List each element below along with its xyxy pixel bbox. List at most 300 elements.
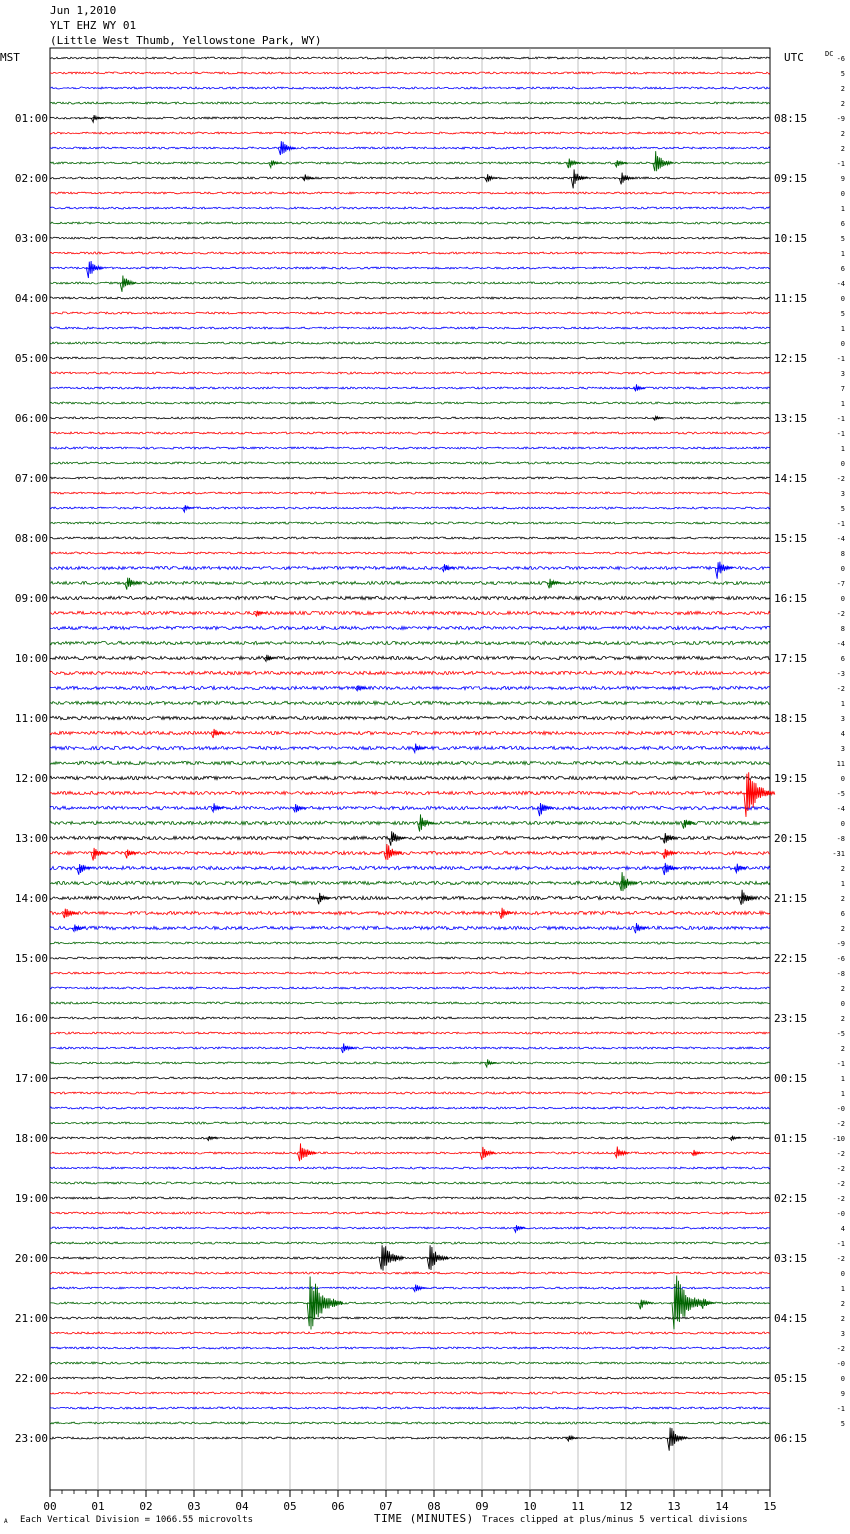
utc-hour-label: 11:15	[774, 292, 808, 305]
trace-line	[50, 1302, 770, 1304]
trace-line	[50, 701, 770, 704]
trace-line	[50, 522, 770, 524]
trace-line	[50, 731, 770, 734]
mst-hour-label: 05:00	[14, 352, 48, 365]
trace-line	[50, 357, 770, 359]
dc-offset: -7	[836, 580, 845, 588]
event-burst	[614, 1147, 629, 1158]
scale-note: Each Vertical Division = 1066.55 microvolts	[20, 1515, 253, 1525]
dc-offset: 3	[840, 1330, 845, 1338]
event-burst	[302, 175, 314, 181]
event-burst	[442, 564, 455, 571]
utc-hour-label: 04:15	[774, 1312, 808, 1325]
event-burst	[427, 1245, 448, 1270]
utc-hour-label: 03:15	[774, 1252, 808, 1265]
trace-line	[50, 1347, 770, 1349]
utc-hour-label: 19:15	[774, 772, 808, 785]
dc-offset: 2	[840, 985, 845, 993]
trace-line	[50, 1107, 770, 1109]
dc-offset: 2	[840, 1015, 845, 1023]
event-burst	[480, 1147, 496, 1160]
utc-hour-label: 05:15	[774, 1372, 808, 1385]
event-burst	[634, 384, 646, 391]
clip-note: Traces clipped at plus/minus 5 vertical divisions	[482, 1515, 748, 1525]
trace-line	[50, 372, 770, 374]
dc-offset: -2	[836, 1150, 845, 1158]
utc-hour-label: 15:15	[774, 532, 808, 545]
dc-offset: 1	[840, 700, 845, 708]
dc-offset: 2	[840, 1315, 845, 1323]
trace-line	[50, 596, 770, 599]
trace-line	[50, 911, 770, 914]
x-tick-label: 06	[331, 1500, 345, 1513]
event-burst	[672, 1276, 707, 1330]
x-tick-label: 09	[475, 1500, 489, 1513]
utc-hour-label: 00:15	[774, 1072, 808, 1085]
trace-line	[50, 1422, 770, 1424]
trace-line	[50, 192, 770, 194]
trace-line	[50, 1272, 770, 1274]
trace-line	[50, 1002, 770, 1004]
dc-offset: -9	[836, 940, 845, 948]
dc-offset: -4	[836, 535, 845, 543]
dc-offset: -0	[836, 1105, 845, 1113]
utc-hour-label: 21:15	[774, 892, 808, 905]
mst-hour-label: 19:00	[14, 1192, 48, 1205]
event-burst	[715, 562, 732, 579]
dc-offset: 0	[840, 295, 845, 303]
trace-line	[50, 477, 770, 479]
dc-offset: -8	[836, 970, 845, 978]
utc-hour-label: 16:15	[774, 592, 808, 605]
trace-line	[50, 776, 770, 779]
dc-offset: -10	[832, 1135, 845, 1143]
trace-line	[50, 1182, 770, 1184]
header-date: Jun 1,2010	[50, 4, 117, 17]
trace-line	[50, 611, 770, 614]
utc-hour-label: 18:15	[774, 712, 808, 725]
dc-offset: 5	[840, 505, 845, 513]
trace-line	[50, 1062, 770, 1064]
dc-offset: 0	[840, 565, 845, 573]
trace-line	[50, 791, 770, 794]
dc-offset: -5	[836, 1030, 845, 1038]
trace-line	[50, 987, 770, 989]
event-burst	[413, 744, 426, 753]
event-burst	[667, 1428, 687, 1451]
x-tick-label: 13	[667, 1500, 681, 1513]
utc-hour-label: 23:15	[774, 1012, 808, 1025]
dc-offset-labels	[832, 55, 845, 1428]
trace-line	[50, 641, 770, 644]
dc-offset: 2	[840, 130, 845, 138]
event-burst	[499, 908, 513, 919]
dc-offset: 1	[840, 325, 845, 333]
dc-offset: -1	[836, 520, 845, 528]
trace-line	[50, 327, 770, 329]
event-burst	[211, 729, 224, 738]
event-burst	[514, 1225, 526, 1232]
trace-line	[50, 102, 770, 104]
utc-hour-labels	[774, 112, 807, 1445]
trace-line	[50, 761, 770, 764]
dc-offset: -2	[836, 1195, 845, 1203]
utc-hour-label: 13:15	[774, 412, 808, 425]
utc-hour-label: 22:15	[774, 952, 808, 965]
trace-line	[50, 507, 770, 509]
trace-line	[50, 866, 770, 869]
dc-offset: 0	[840, 340, 845, 348]
trace-line	[50, 1257, 770, 1259]
trace-line	[50, 1167, 770, 1169]
corner-mark: A	[4, 1518, 8, 1525]
header-location: (Little West Thumb, Yellowstone Park, WY)	[50, 34, 322, 47]
dc-offset: 6	[840, 220, 845, 228]
dc-offset: 5	[840, 70, 845, 78]
dc-offset: 4	[840, 730, 845, 738]
left-timezone-label: MST	[0, 51, 20, 64]
right-timezone-label: UTC	[784, 51, 804, 64]
dc-offset: -1	[836, 1240, 845, 1248]
trace-line	[50, 972, 770, 974]
dc-offset: 6	[840, 265, 845, 273]
mst-hour-labels	[15, 112, 48, 1445]
mst-hour-label: 13:00	[14, 832, 48, 845]
dc-offset: 0	[840, 820, 845, 828]
dc-offset: 0	[840, 1375, 845, 1383]
mst-hour-label: 12:00	[14, 772, 48, 785]
utc-hour-label: 02:15	[774, 1192, 808, 1205]
event-burst	[614, 160, 627, 167]
event-burst	[269, 161, 282, 168]
mst-hour-label: 08:00	[14, 532, 48, 545]
trace-line	[50, 402, 770, 404]
trace-line	[50, 821, 770, 824]
trace-line	[50, 432, 770, 434]
mst-hour-label: 18:00	[14, 1132, 48, 1145]
dc-offset: -9	[836, 115, 845, 123]
x-axis-ticks	[43, 1490, 776, 1513]
dc-offset: -1	[836, 1405, 845, 1413]
mst-hour-label: 04:00	[14, 292, 48, 305]
trace-line	[50, 896, 770, 899]
dc-offset: 6	[840, 910, 845, 918]
event-burst	[662, 849, 677, 859]
mst-hour-label: 09:00	[14, 592, 48, 605]
event-burst	[619, 173, 634, 185]
dc-offset: 0	[840, 460, 845, 468]
event-burst	[739, 890, 756, 905]
seismogram-traces	[50, 57, 770, 1439]
dc-offset: -2	[836, 1180, 845, 1188]
trace-line	[50, 87, 770, 89]
trace-line	[50, 282, 770, 284]
dc-offset: 5	[840, 1420, 845, 1428]
event-burst	[662, 833, 677, 843]
mst-hour-label: 11:00	[14, 712, 48, 725]
trace-line	[50, 626, 770, 629]
utc-hour-label: 01:15	[774, 1132, 808, 1145]
trace-line	[50, 1197, 770, 1199]
dc-offset: 2	[840, 925, 845, 933]
dc-offset: 1	[840, 880, 845, 888]
dc-offset: 2	[840, 85, 845, 93]
header-station: YLT EHZ WY 01	[50, 19, 137, 32]
dc-offset: -6	[836, 55, 845, 63]
event-burst	[125, 578, 141, 590]
dc-offset: 2	[840, 895, 845, 903]
mst-hour-label: 15:00	[14, 952, 48, 965]
dc-offset: -2	[836, 610, 845, 618]
x-tick-label: 12	[619, 1500, 633, 1513]
dc-offset: 0	[840, 1270, 845, 1278]
dc-offset: 1	[840, 445, 845, 453]
x-axis-title: TIME (MINUTES)	[374, 1512, 474, 1525]
trace-line	[50, 1377, 770, 1379]
mst-hour-label: 06:00	[14, 412, 48, 425]
utc-hour-label: 10:15	[774, 232, 808, 245]
trace-line	[50, 656, 770, 659]
event-burst	[86, 261, 103, 278]
trace-line	[50, 462, 770, 464]
mst-hour-label: 10:00	[14, 652, 48, 665]
trace-line	[50, 1227, 770, 1229]
mst-hour-label: 16:00	[14, 1012, 48, 1025]
event-burst	[384, 844, 402, 860]
trace-line	[50, 806, 770, 809]
event-burst	[264, 655, 276, 662]
trace-line	[50, 1317, 770, 1319]
utc-hour-label: 14:15	[774, 472, 808, 485]
dc-offset: -31	[832, 850, 845, 858]
dc-offset: 9	[840, 175, 845, 183]
dc-offset: 2	[840, 1300, 845, 1308]
trace-line	[50, 926, 770, 929]
utc-hour-label: 09:15	[774, 172, 808, 185]
dc-offset: -4	[836, 640, 845, 648]
dc-offset: -5	[836, 790, 845, 798]
dc-offset: -2	[836, 1165, 845, 1173]
dc-offset: 7	[840, 385, 845, 393]
dc-offset: -2	[836, 1120, 845, 1128]
trace-line	[50, 252, 770, 254]
x-tick-label: 14	[715, 1500, 729, 1513]
trace-line	[50, 716, 770, 719]
event-burst	[638, 1300, 652, 1310]
trace-line	[50, 1032, 770, 1034]
trace-line	[50, 942, 770, 944]
dc-offset: 3	[840, 490, 845, 498]
trace-line	[50, 237, 770, 239]
event-burst	[418, 814, 434, 831]
mst-hour-label: 20:00	[14, 1252, 48, 1265]
dc-offset: -6	[836, 955, 845, 963]
mst-hour-label: 01:00	[14, 112, 48, 125]
trace-line	[50, 686, 770, 689]
dc-offset: 3	[840, 715, 845, 723]
trace-line	[50, 1362, 770, 1364]
dc-offset: 1	[840, 250, 845, 258]
dc-offset: 0	[840, 1000, 845, 1008]
seismic-events	[62, 115, 774, 1451]
trace-line	[50, 267, 770, 269]
utc-hour-label: 12:15	[774, 352, 808, 365]
utc-hour-label: 20:15	[774, 832, 808, 845]
trace-line	[50, 1152, 770, 1154]
trace-line	[50, 1407, 770, 1409]
x-tick-label: 11	[571, 1500, 585, 1513]
dc-offset: 1	[840, 400, 845, 408]
x-tick-label: 08	[427, 1500, 441, 1513]
mst-hour-label: 14:00	[14, 892, 48, 905]
dc-offset: -3	[836, 670, 845, 678]
trace-line	[50, 671, 770, 674]
trace-line	[50, 342, 770, 344]
dc-label: DC	[825, 50, 834, 58]
trace-line	[50, 1077, 770, 1079]
dc-offset: 4	[840, 1225, 845, 1233]
event-burst	[653, 151, 673, 171]
dc-offset: -1	[836, 430, 845, 438]
trace-line	[50, 836, 770, 839]
x-tick-label: 00	[43, 1500, 57, 1513]
event-burst	[538, 803, 554, 816]
trace-line	[50, 117, 770, 119]
x-tick-label: 05	[283, 1500, 297, 1513]
dc-offset: -0	[836, 1210, 845, 1218]
x-tick-label: 10	[523, 1500, 537, 1513]
mst-hour-label: 21:00	[14, 1312, 48, 1325]
event-burst	[701, 1299, 715, 1309]
trace-line	[50, 537, 770, 539]
x-tick-label: 04	[235, 1500, 249, 1513]
event-burst	[341, 1043, 355, 1053]
event-burst	[389, 831, 405, 845]
trace-line	[50, 312, 770, 314]
trace-line	[50, 1287, 770, 1289]
event-burst	[278, 141, 295, 155]
event-burst	[547, 579, 561, 589]
trace-line	[50, 207, 770, 209]
trace-line	[50, 297, 770, 299]
mst-hour-label: 22:00	[14, 1372, 48, 1385]
trace-line	[50, 1137, 770, 1139]
mst-hour-label: 03:00	[14, 232, 48, 245]
dc-offset: -1	[836, 355, 845, 363]
dc-offset: 1	[840, 205, 845, 213]
trace-line	[50, 1332, 770, 1334]
dc-offset: 8	[840, 625, 845, 633]
trace-line	[50, 851, 770, 854]
event-burst	[734, 864, 747, 873]
dc-offset: 6	[840, 655, 845, 663]
trace-line	[50, 132, 770, 134]
dc-offset: 2	[840, 865, 845, 873]
trace-line	[50, 72, 770, 74]
dc-offset: -2	[836, 475, 845, 483]
utc-hour-label: 08:15	[774, 112, 808, 125]
trace-line	[50, 1092, 770, 1094]
trace-line	[50, 147, 770, 149]
mst-hour-label: 17:00	[14, 1072, 48, 1085]
dc-offset: 0	[840, 595, 845, 603]
dc-offset: 5	[840, 235, 845, 243]
dc-offset: 0	[840, 775, 845, 783]
event-burst	[691, 1150, 703, 1156]
x-tick-label: 15	[763, 1500, 777, 1513]
trace-line	[50, 1017, 770, 1019]
event-burst	[634, 923, 648, 933]
dc-offset: -8	[836, 835, 845, 843]
dc-offset: 11	[836, 760, 845, 768]
trace-line	[50, 447, 770, 449]
dc-offset: -2	[836, 1345, 845, 1353]
mst-hour-label: 07:00	[14, 472, 48, 485]
dc-offset: -1	[836, 1060, 845, 1068]
trace-line	[50, 177, 770, 179]
dc-offset: 0	[840, 190, 845, 198]
event-burst	[730, 1136, 741, 1141]
dc-offset: -4	[836, 805, 845, 813]
trace-line	[50, 1047, 770, 1049]
dc-offset: -2	[836, 685, 845, 693]
trace-line	[50, 222, 770, 224]
dc-offset: 3	[840, 745, 845, 753]
dc-offset: 2	[840, 100, 845, 108]
event-burst	[379, 1245, 404, 1270]
trace-line	[50, 581, 770, 584]
event-burst	[293, 804, 307, 812]
trace-line	[50, 387, 770, 389]
event-burst	[254, 611, 266, 616]
trace-line	[50, 1392, 770, 1394]
x-tick-label: 02	[139, 1500, 153, 1513]
trace-line	[50, 492, 770, 494]
trace-line	[50, 957, 770, 959]
x-tick-label: 07	[379, 1500, 393, 1513]
dc-offset: 1	[840, 1075, 845, 1083]
utc-hour-label: 06:15	[774, 1432, 808, 1445]
mst-hour-label: 23:00	[14, 1432, 48, 1445]
event-burst	[62, 909, 78, 918]
trace-line	[50, 57, 770, 59]
dc-offset: -1	[836, 415, 845, 423]
dc-offset: -1	[836, 160, 845, 168]
event-burst	[307, 1277, 342, 1330]
trace-line	[50, 1122, 770, 1124]
trace-line	[50, 881, 770, 884]
dc-offset: 3	[840, 370, 845, 378]
dc-offset: 1	[840, 1090, 845, 1098]
dc-offset: -4	[836, 280, 845, 288]
utc-hour-label: 17:15	[774, 652, 808, 665]
event-burst	[571, 169, 587, 188]
trace-line	[50, 1437, 770, 1439]
dc-offset: 8	[840, 550, 845, 558]
trace-line	[50, 1242, 770, 1244]
dc-offset: -0	[836, 1360, 845, 1368]
mst-hour-label: 02:00	[14, 172, 48, 185]
event-burst	[619, 872, 637, 891]
event-burst	[662, 863, 678, 875]
trace-line	[50, 552, 770, 554]
dc-offset: 9	[840, 1390, 845, 1398]
trace-line	[50, 566, 770, 569]
dc-offset: 2	[840, 1045, 845, 1053]
trace-line	[50, 746, 770, 749]
dc-offset: -2	[836, 1255, 845, 1263]
x-tick-label: 01	[91, 1500, 105, 1513]
